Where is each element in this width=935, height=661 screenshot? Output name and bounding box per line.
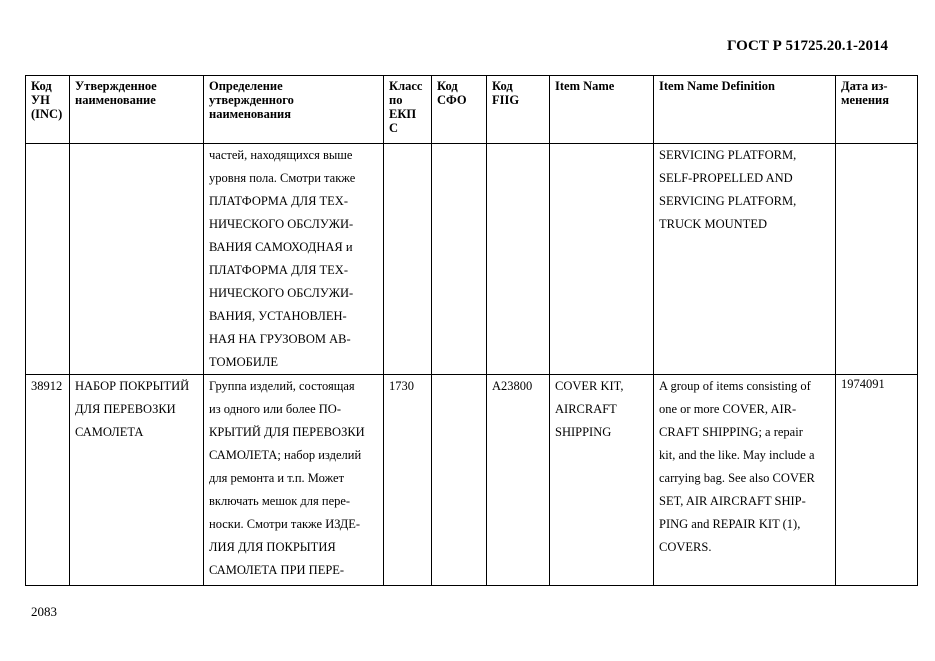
header-label-line: утвержденного <box>209 93 294 107</box>
cell-text-line: PING and REPAIR KIT (1), <box>659 517 801 531</box>
header-label-line: Item Name Definition <box>659 79 775 93</box>
header-label-line: ЕКП <box>389 107 417 121</box>
cell-text-line: КРЫТИЙ ДЛЯ ПЕРЕВОЗКИ <box>209 425 365 439</box>
cell-text-line: SERVICING PLATFORM, <box>659 194 797 208</box>
cell-item-name <box>550 375 654 586</box>
header-label-line: менения <box>841 93 889 107</box>
cell-text-line: для ремонта и т.п. Может <box>209 471 345 485</box>
cell-text-line: one or more COVER, AIR- <box>659 402 797 416</box>
header-label-line: Определение <box>209 79 283 93</box>
document-standard-number: ГОСТ Р 51725.20.1-2014 <box>726 38 888 54</box>
cell-name <box>70 144 204 375</box>
cell-text-line: ВАНИЯ САМОХОДНАЯ и <box>209 240 353 254</box>
cell-text-line: Группа изделий, состоящая <box>209 379 355 393</box>
cell-text-line: частей, находящихся выше <box>209 148 353 162</box>
header-label-line: по <box>389 93 403 107</box>
cell-text-line: НИЧЕСКОГО ОБСЛУЖИ- <box>209 286 354 300</box>
table-row <box>26 375 918 586</box>
header-label-line: наименование <box>75 93 156 107</box>
cell-text-line: COVER KIT, <box>555 379 624 393</box>
cell-date: 1974091 <box>836 375 918 586</box>
cell-text-line: НИЧЕСКОГО ОБСЛУЖИ- <box>209 217 354 231</box>
header-sfo <box>432 76 487 144</box>
cell-text-line: TRUCK MOUNTED <box>659 217 767 231</box>
cell-name <box>70 375 204 586</box>
cell-text-line: ТОМОБИЛЕ <box>209 355 278 369</box>
header-label-line: Код <box>437 79 458 93</box>
cell-text-line: COVERS. <box>659 540 712 554</box>
header-date <box>836 76 918 144</box>
cell-text-line: ПЛАТФОРМА ДЛЯ ТЕХ- <box>209 194 348 208</box>
cell-sfo <box>432 144 487 375</box>
cell-sfo <box>432 375 487 586</box>
cell-text-line: НАБОР ПОКРЫТИЙ <box>75 379 190 393</box>
cell-inc: 38912 <box>26 375 70 586</box>
cell-text-line: ПЛАТФОРМА ДЛЯ ТЕХ- <box>209 263 348 277</box>
cell-text-line: ДЛЯ ПЕРЕВОЗКИ <box>75 402 176 416</box>
cell-text-line: НАЯ НА ГРУЗОВОМ АВ- <box>209 332 351 346</box>
cell-class: 1730 <box>384 375 432 586</box>
cell-text-line: CRAFT SHIPPING; a repair <box>659 425 803 439</box>
cell-fiig: A23800 <box>487 375 550 586</box>
cell-text-line: носки. Смотри также ИЗДЕ- <box>209 517 361 531</box>
cell-text-line: SHIPPING <box>555 425 612 439</box>
cell-text-line: уровня пола. Смотри также <box>209 171 356 185</box>
header-label-line: FIIG <box>492 93 520 107</box>
header-label-line: Дата из- <box>841 79 888 93</box>
cell-fiig <box>487 144 550 375</box>
cell-item-definition <box>654 144 836 375</box>
header-label-line: УН <box>31 93 50 107</box>
cell-text-line: САМОЛЕТА <box>75 425 144 439</box>
cell-text-line: САМОЛЕТА ПРИ ПЕРЕ- <box>209 563 345 577</box>
header-label-line: Item Name <box>555 79 615 93</box>
header-label-line: Код <box>31 79 52 93</box>
header-label-line: Утвержденное <box>75 79 157 93</box>
cell-class <box>384 144 432 375</box>
cell-text-line: SELF-PROPELLED AND <box>659 171 793 185</box>
cell-inc <box>26 144 70 375</box>
cell-text-line: из одного или более ПО- <box>209 402 341 416</box>
page-number: 2083 <box>31 604 57 619</box>
cell-text-line: включать мешок для пере- <box>209 494 351 508</box>
header-label-line: Код <box>492 79 513 93</box>
table-row <box>26 144 918 375</box>
header-class <box>384 76 432 144</box>
header-item-name <box>550 76 654 144</box>
cell-text-line: A group of items consisting of <box>659 379 811 393</box>
cell-definition <box>204 375 384 586</box>
header-item-definition <box>654 76 836 144</box>
header-inc <box>26 76 70 144</box>
header-name <box>70 76 204 144</box>
catalog-table <box>25 75 918 586</box>
cell-text-line: SET, AIR AIRCRAFT SHIP- <box>659 494 806 508</box>
cell-text-line: AIRCRAFT <box>555 402 617 416</box>
cell-text-line: kit, and the like. May include a <box>659 448 815 462</box>
header-label-line: наименования <box>209 107 292 121</box>
cell-item-name <box>550 144 654 375</box>
cell-text-line: САМОЛЕТА; набор изделий <box>209 448 362 462</box>
cell-definition <box>204 144 384 375</box>
header-label-line: СФО <box>437 93 467 107</box>
header-fiig <box>487 76 550 144</box>
header-label-line: С <box>389 121 399 135</box>
table-header-row <box>26 76 918 144</box>
cell-item-definition <box>654 375 836 586</box>
cell-text-line: carrying bag. See also COVER <box>659 471 815 485</box>
cell-text-line: ВАНИЯ, УСТАНОВЛЕН- <box>209 309 347 323</box>
header-definition <box>204 76 384 144</box>
header-label-line: Класс <box>389 79 423 93</box>
header-label-line: (INC) <box>31 107 63 121</box>
cell-text-line: SERVICING PLATFORM, <box>659 148 797 162</box>
cell-text-line: ЛИЯ ДЛЯ ПОКРЫТИЯ <box>209 540 336 554</box>
cell-date <box>836 144 918 375</box>
